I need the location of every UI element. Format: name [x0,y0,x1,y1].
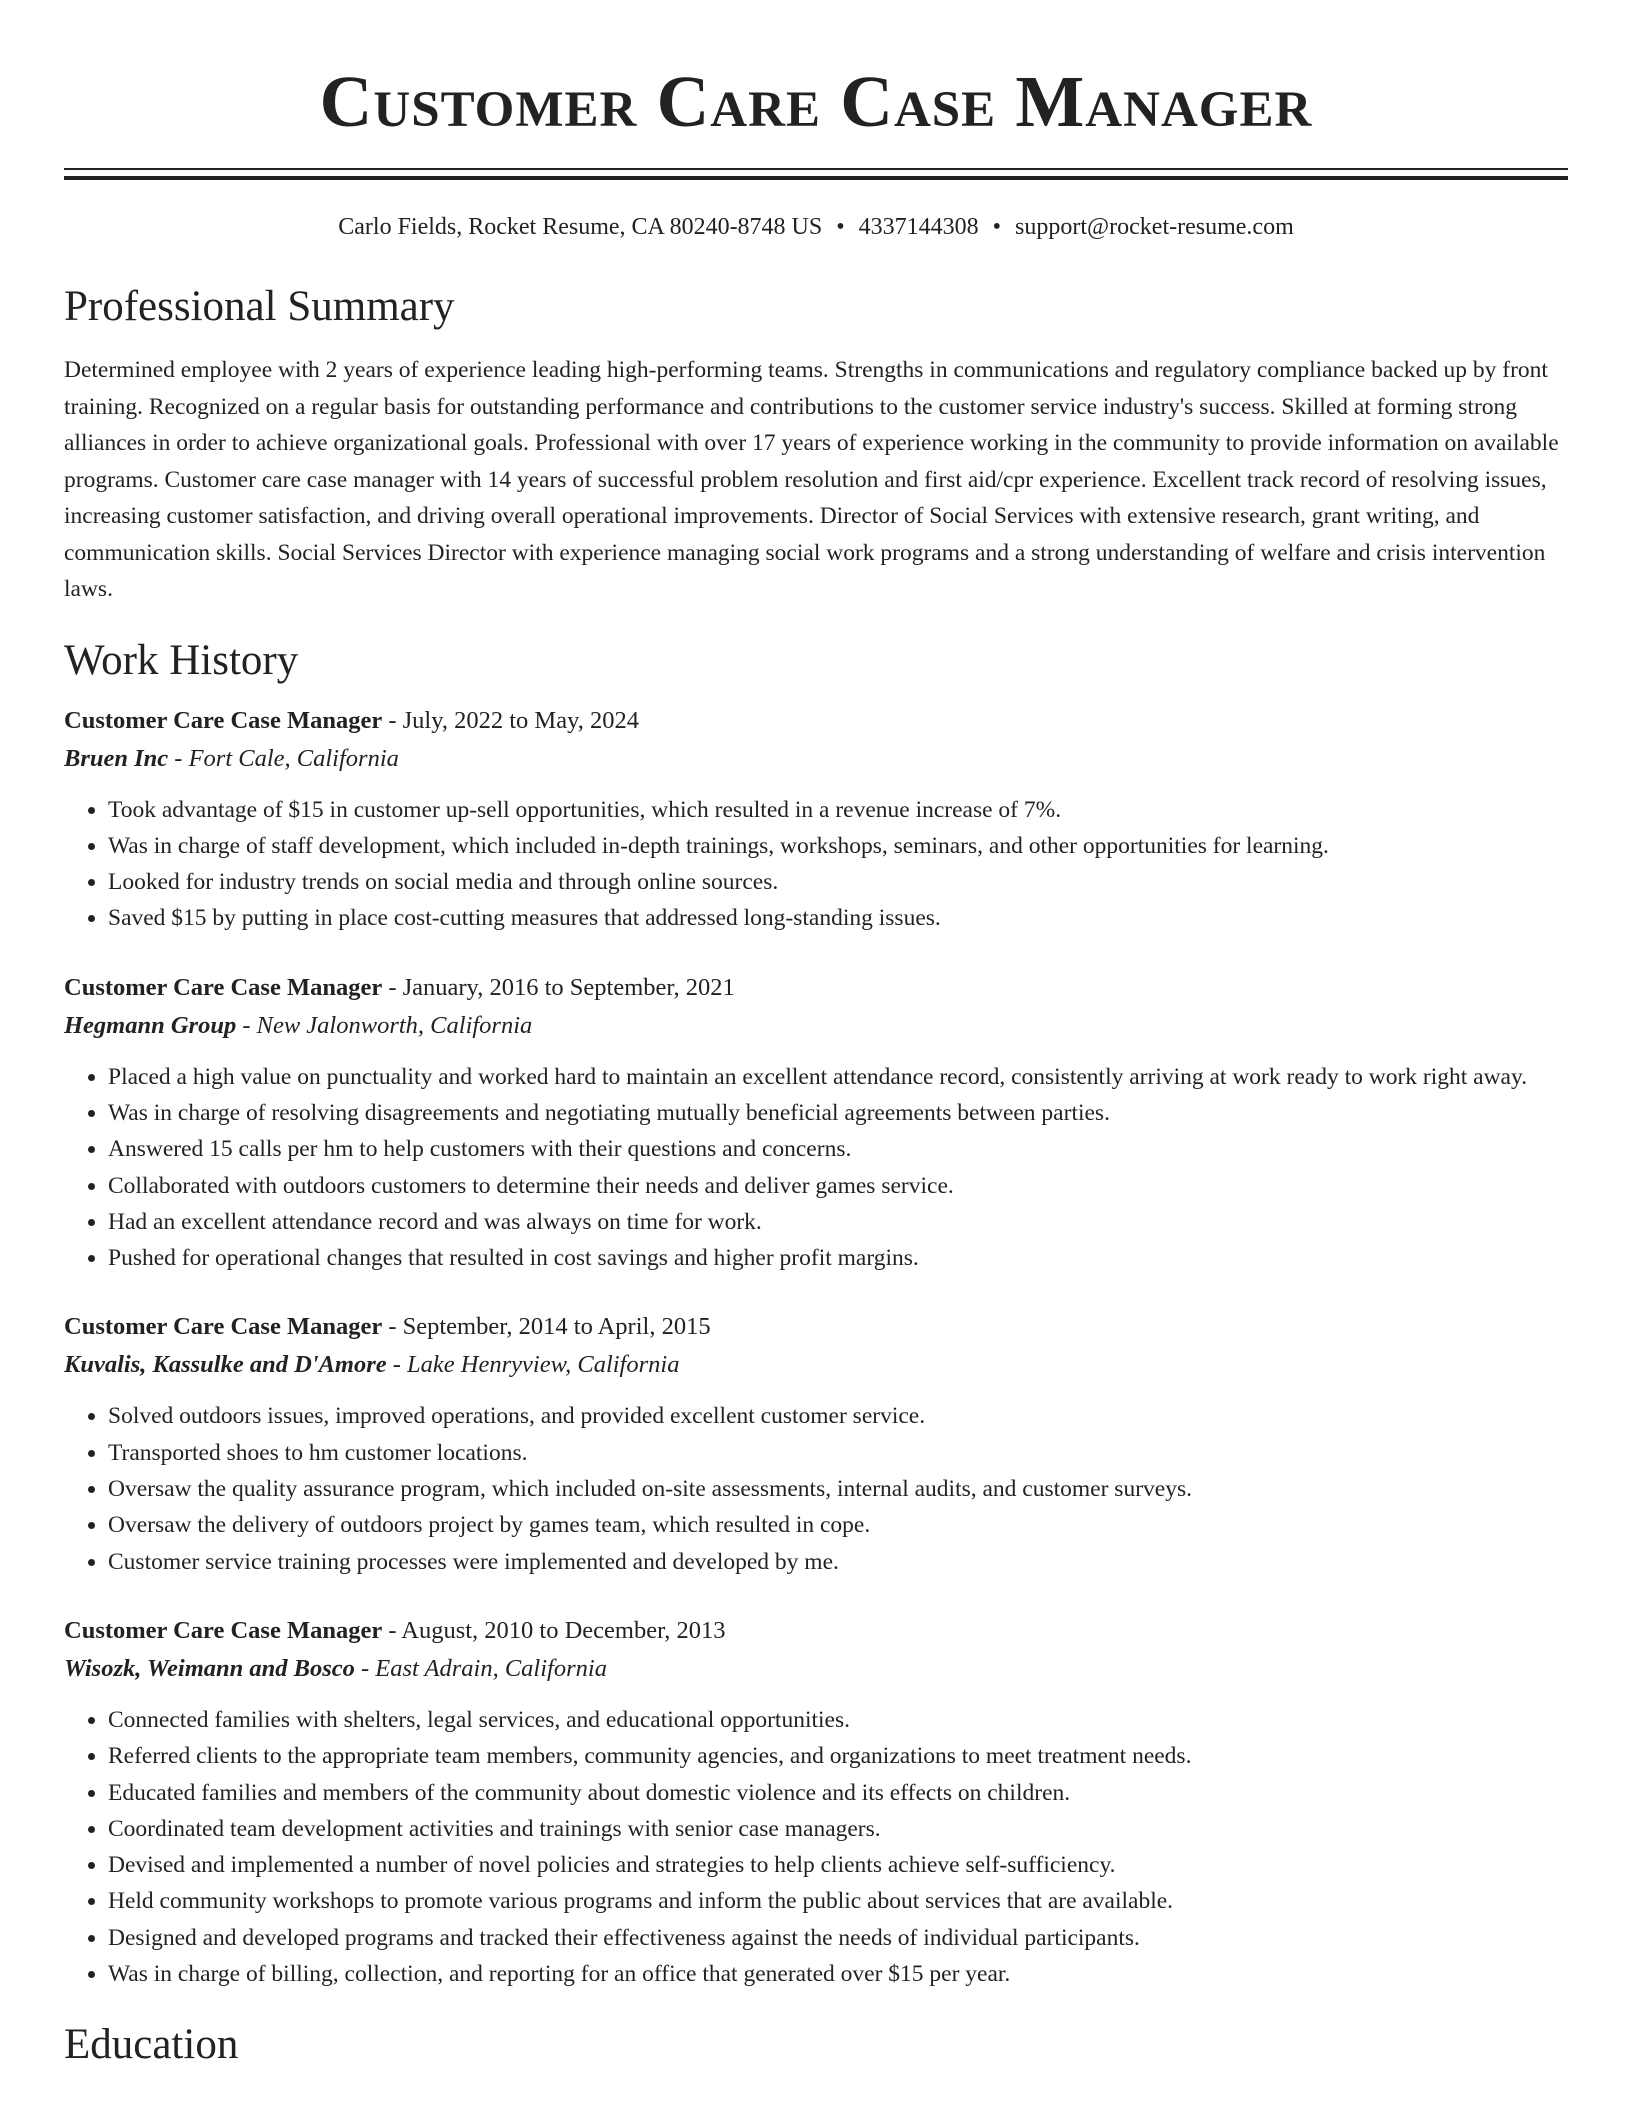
job-company: Hegmann Group [64,1011,237,1039]
job-entry [64,1612,1568,1992]
list-item: • Oversaw the quality assurance program, which included on-site assessments, internal audits, and customer surveys. [108,1471,1568,1507]
resume-page [64,0,1568,2070]
summary-heading: Professional Summary [64,283,455,330]
job-dates: - September, 2014 to April, 2015 [382,1313,711,1341]
job-dates: - July, 2022 to May, 2024 [382,706,639,734]
contact-separator: • [836,214,845,240]
list-item: • Was in charge of billing, collection, and reporting for an office that generated over $15 per year. [108,1956,1568,1992]
list-item: • Connected families with shelters, legal services, and educational opportunities. [108,1702,1568,1738]
job-employer [64,1346,1568,1384]
job-dates: - August, 2010 to December, 2013 [382,1616,726,1644]
resume-title: Customer Care Case Manager [319,61,1313,142]
job-location: - Fort Cale, California [168,744,399,772]
job-location: - Lake Henryview, California [386,1351,680,1379]
list-item: • Was in charge of staff development, which included in-depth trainings, workshops, seminars, and other opportunities for learning. [108,828,1568,864]
job-role: Customer Care Case Manager [64,1616,383,1644]
job-employer [64,740,1568,778]
summary-text: Determined employee with 2 years of experience leading high-performing teams. Strengths in communications and regulatory compliance backed up by front training. Recognized on a regular basis for outstanding performance and contributions to the customer service industry's success. Skilled at forming strong alliances in order to achieve organizational goals. Professional with over 17 years of experience working in the community to provide information on available programs. Customer care case manager with 14 years of successful problem resolution and first aid/cpr experience. Excellent track record of resolving issues, increasing customer satisfaction, and driving overall operational improvements. Director of Social Services with extensive research, grant writing, and communication skills. Social Services Director with experience managing social work programs and a strong understanding of welfare and crisis intervention laws. [64,357,1559,602]
job-heading [64,1308,1568,1346]
job-employer [64,1650,1568,1688]
job-location: - East Adrain, California [354,1654,607,1682]
list-item: • Customer service training processes were implemented and developed by me. [108,1544,1568,1580]
job-company: Kuvalis, Kassulke and D'Amore [64,1351,387,1379]
title-divider-thick [64,176,1568,180]
summary-section [64,282,1568,608]
contact-email: support@rocket-resume.com [1015,214,1294,240]
job-heading [64,702,1568,740]
list-item: • Transported shoes to hm customer locations. [108,1435,1568,1471]
list-item: • Oversaw the delivery of outdoors project by games team, which resulted in cope. [108,1507,1568,1543]
list-item: • Educated families and members of the community about domestic violence and its effects on children. [108,1775,1568,1811]
job-bullet-list [64,1059,1568,1277]
education-heading: Education [64,2021,239,2069]
job-bullet-list [64,1398,1568,1579]
list-item: • Pushed for operational changes that resulted in cost savings and higher profit margins. [108,1240,1568,1276]
title-divider-thin [64,168,1568,170]
contact-address: Carlo Fields, Rocket Resume, CA 80240-8748 US [338,214,823,240]
list-item: • Devised and implemented a number of novel policies and strategies to help clients achieve self-sufficiency. [108,1847,1568,1883]
list-item: • Took advantage of $15 in customer up-sell opportunities, which resulted in a revenue increase of 7%. [108,792,1568,828]
list-item: • Solved outdoors issues, improved operations, and provided excellent customer service. [108,1398,1568,1434]
list-item: • Looked for industry trends on social media and through online sources. [108,864,1568,900]
list-item: • Answered 15 calls per hm to help customers with their questions and concerns. [108,1131,1568,1167]
list-item: • Designed and developed programs and tracked their effectiveness against the needs of individual participants. [108,1920,1568,1956]
job-role: Customer Care Case Manager [64,1313,383,1341]
job-entry [64,1308,1568,1579]
contact-separator: • [992,214,1002,240]
list-item: • Collaborated with outdoors customers to determine their needs and deliver games service. [108,1168,1568,1204]
work-history-heading: Work History [64,636,299,684]
list-item: • Coordinated team development activities and trainings with senior case managers. [108,1811,1568,1847]
job-dates: - January, 2016 to September, 2021 [382,973,735,1001]
list-item: • Was in charge of resolving disagreements and negotiating mutually beneficial agreements between parties. [108,1095,1568,1131]
job-company: Bruen Inc [64,744,169,772]
contact-line [64,212,1568,242]
contact-phone: 4337144308 [858,214,979,240]
list-item: • Held community workshops to promote various programs and inform the public about services that are available. [108,1883,1568,1919]
job-role: Customer Care Case Manager [64,973,383,1001]
job-location: - New Jalonworth, California [236,1011,533,1039]
job-entry [64,702,1568,937]
education-section [64,2020,1568,2070]
job-heading [64,969,1568,1007]
work-history-section [64,636,1568,1993]
job-list [64,702,1568,1993]
job-heading [64,1612,1568,1650]
list-item: • Referred clients to the appropriate team members, community agencies, and organizations to meet treatment needs. [108,1738,1568,1774]
list-item: • Saved $15 by putting in place cost-cutting measures that addressed long-standing issues. [108,900,1568,936]
job-role: Customer Care Case Manager [64,706,383,734]
job-company: Wisozk, Weimann and Bosco [64,1654,355,1682]
job-bullet-list [64,792,1568,937]
list-item: • Placed a high value on punctuality and worked hard to maintain an excellent attendance record, consistently arriving at work ready to work right away. [108,1059,1568,1095]
job-employer [64,1007,1568,1045]
job-entry [64,969,1568,1277]
job-bullet-list [64,1702,1568,1992]
list-item: • Had an excellent attendance record and was always on time for work. [108,1204,1568,1240]
